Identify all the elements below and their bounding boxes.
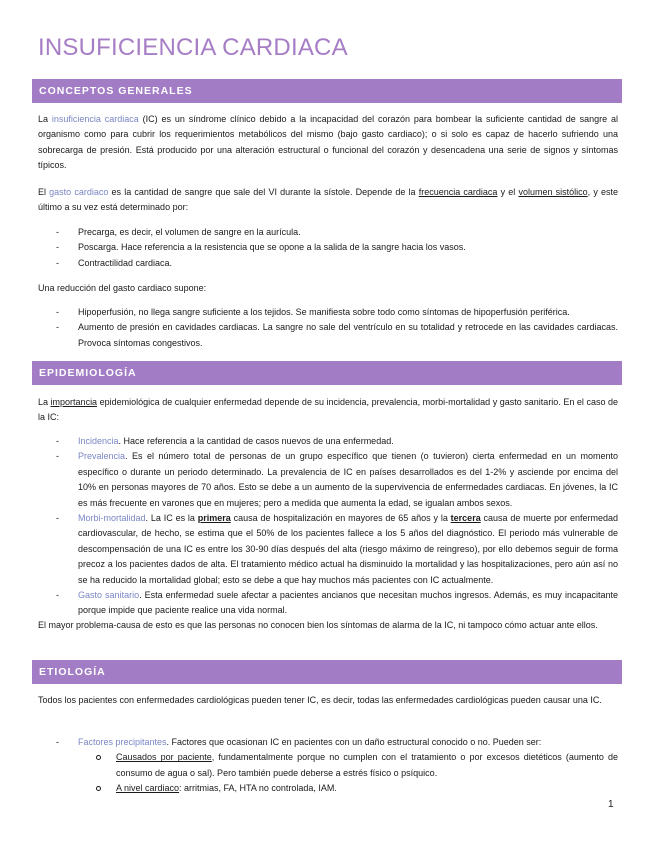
list-item: - Poscarga. Hace referencia a la resistencia que se opone a la salida de la sangre hacia los vasos.	[56, 242, 466, 253]
page-number: 1	[608, 799, 614, 810]
list-item: - Aumento de presión en cavidades cardiacas. La sangre no sale del ventrículo en su totalidad y retrocede en las cavidades cardiacas. Provoca síntomas congestivos.	[56, 322, 618, 348]
paragraph-importancia: La importancia epidemiológica de cualquier enfermedad depende de su incidencia, prevalencia, morbi-mortalidad y gasto sanitario. En el caso de la IC:	[38, 397, 618, 423]
paragraph-definicion: La insuficiencia cardiaca (IC) es un síndrome clínico debido a la incapacidad del corazón para bombear la suficiente cantidad de sangre al organismo como para cubrir los requerimientos metabólicos del mismo (bajo gasto cardiaco); o si solo es capaz de hacerlo sufriendo una sobrecarga de presión. Está producido por una alteración estructural o funcional del corazón y desencadena una serie de signos y síntomas típicos.	[38, 114, 619, 171]
circle-bullet-icon	[96, 755, 101, 760]
paragraph-problema: El mayor problema-causa de esto es que las personas no conocen bien los síntomas de alarma de la IC, ni tampoco cómo actuar ante ellos.	[38, 620, 598, 630]
list-item-gasto-sanitario: - Gasto sanitario. Esta enfermedad suele afectar a pacientes ancianos que necesitan muchos ingresos. Además, es muy incapacitante porque impide que paciente realice una vida normal.	[56, 590, 618, 616]
keyword-gasto-cardiaco: gasto cardiaco	[49, 187, 109, 197]
paragraph-gasto-cardiaco: El gasto cardiaco es la cantidad de sangre que sale del VI durante la sístole. Depende de la frecuencia cardiaca y el volumen sistólico, y este último a su vez está determinado por:	[38, 187, 618, 213]
circle-bullet-icon	[96, 786, 101, 791]
list-item-causados-por-paciente: Causados por paciente, fundamentalmente porque no cumplen con el tratamiento o por excesos dietéticos (aumento de consumo de agua o sal). Pero también puede deberse a estrés físico o psíquico.	[38, 750, 618, 781]
list-item: - Precarga, es decir, el volumen de sangre en la aurícula.	[56, 227, 301, 237]
section-heading-epidemiologia: EPIDEMIOLOGÍA	[32, 361, 622, 385]
section-heading-conceptos: CONCEPTOS GENERALES	[32, 79, 622, 103]
list-determinantes	[38, 225, 618, 271]
section-heading-etiologia: ETIOLOGÍA	[32, 660, 622, 684]
list-item-incidencia: - Incidencia. Hace referencia a la cantidad de casos nuevos de una enfermedad.	[56, 436, 394, 446]
list-item: - Contractilidad cardiaca.	[56, 257, 173, 268]
list-item-nivel-cardiaco: A nivel cardiaco: arritmias, FA, HTA no controlada, IAM.	[38, 781, 618, 796]
paragraph-reduccion: Una reducción del gasto cardiaco supone:	[38, 283, 207, 293]
list-item-factores-precipitantes: - Factores precipitantes. Factores que ocasionan IC en pacientes con un daño estructural conocido o no. Pueden ser:	[56, 737, 542, 747]
list-item: - Hipoperfusión, no llega sangre suficiente a los tejidos. Se manifiesta sobre todo como síntomas de hipoperfusión periférica.	[56, 307, 570, 317]
list-item-morbi-mortalidad: - Morbi-mortalidad. La IC es la primera causa de hospitalización en mayores de 65 años y la tercera causa de muerte por enfermedad cardiovascular, de hecho, se estima que el 50% de los pacientes fallece a los 5 años del diagnóstico. El periodo más vulnerable de descompensación de una IC es entre los 30-90 días después del alta (riesgo máximo de reingreso), por ello debemos seguir de forma precoz a los pacientes dados de alta. El tratamiento médico actual ha disminuido la mortalidad y las hospitalizaciones, pero aún así no se ha reducido la mortalidad global; esto se debe a que hay muchos más pacientes con IC actualmente.	[56, 513, 618, 585]
list-item-prevalencia: - Prevalencia. Es el número total de personas de un grupo específico que tienen (o tuvieron) cierta enfermedad en un momento específico o durante un periodo determinado. La prevalencia de IC en países desarrollados es del 1-2% y asciende por encima del 10% en personas mayores de 70 años. Esto se debe a un aumento de la supervivencia de enfermedades cardiacas. En jóvenes, la IC es más frecuente en varones que en mujeres; pero a medida que aumenta la edad, se igualan ambos sexos.	[56, 451, 618, 508]
paragraph-etiologia: Todos los pacientes con enfermedades cardiológicas pueden tener IC, es decir, todas las enfermedades cardiológicas pueden causar una IC.	[38, 695, 602, 705]
keyword-insuficiencia-cardiaca: insuficiencia cardiaca	[51, 114, 139, 124]
list-etiologia	[38, 735, 618, 797]
list-epidemiologia	[38, 434, 618, 619]
document-title: INSUFICIENCIA CARDIACA	[38, 34, 348, 61]
list-consecuencias	[38, 305, 618, 351]
